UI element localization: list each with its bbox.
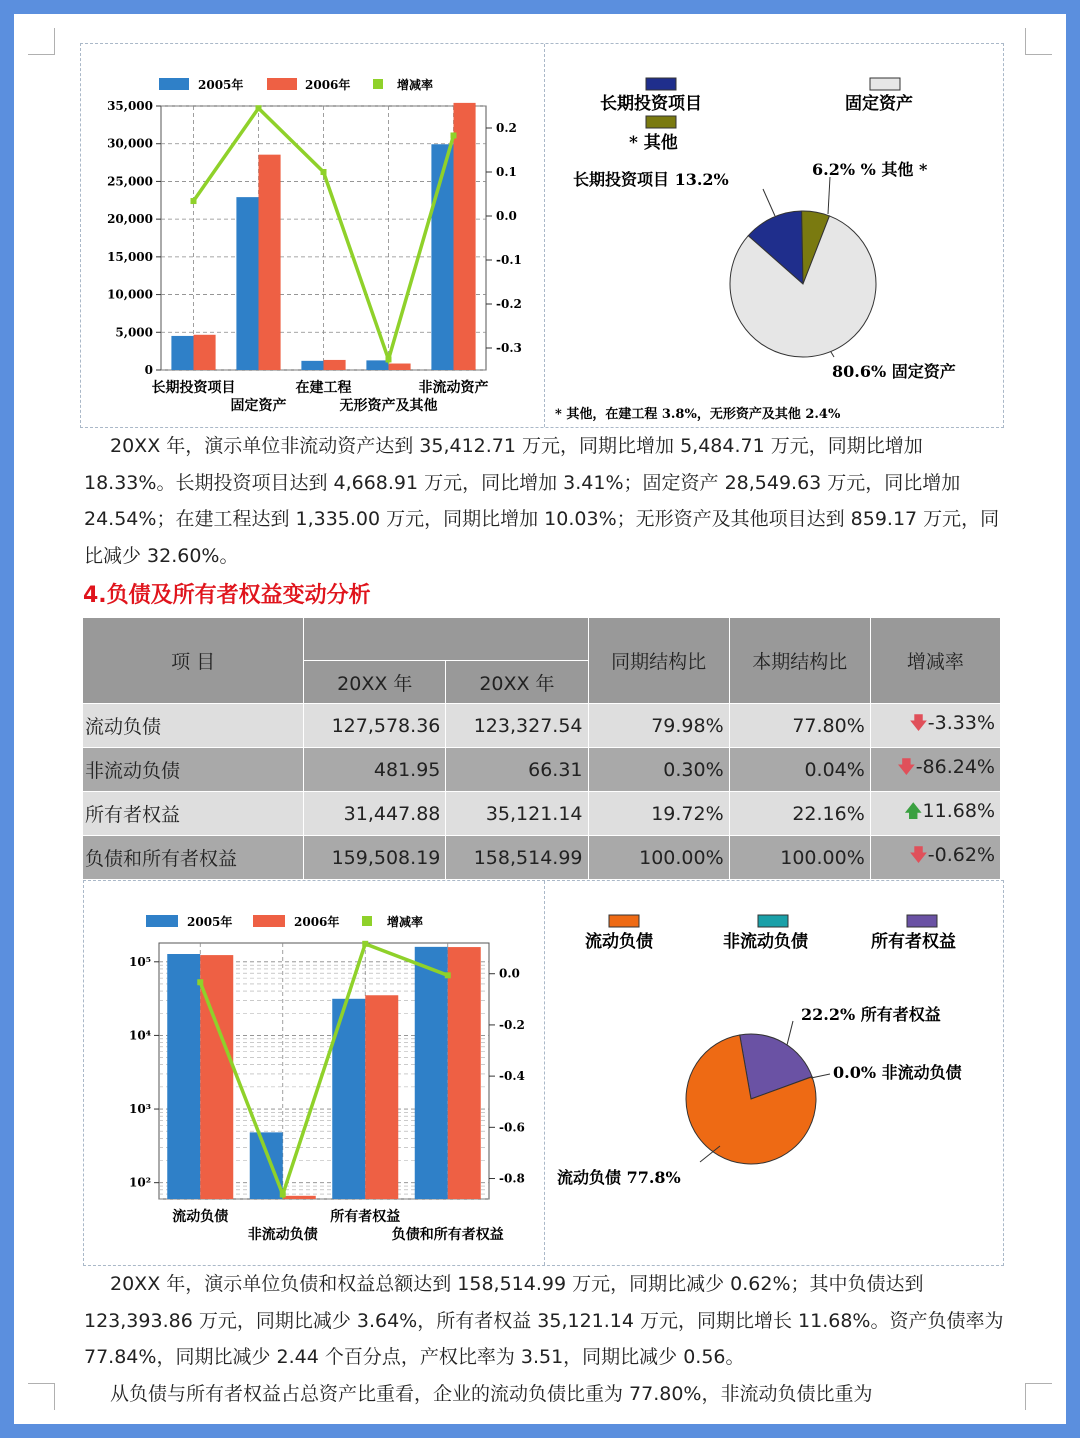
y-tick-label: 10,000 [107, 287, 153, 302]
row-y1: 159,508.19 [304, 836, 446, 880]
row-prev: 0.30% [588, 748, 729, 792]
bar [236, 197, 258, 370]
legend-label: 2005年 [187, 915, 233, 929]
slice-label: 6.2% % 其他 * [812, 160, 928, 179]
rate-marker [321, 169, 327, 175]
category-label: 长期投资项目 [151, 380, 236, 396]
y-tick-label: 5,000 [115, 325, 153, 340]
row-item: 流动负债 [83, 704, 304, 748]
slice-label: 0.0% 非流动负债 [833, 1063, 962, 1082]
row-change-value: -86.24% [915, 755, 995, 778]
category-label: 负债和所有者权益 [391, 1227, 504, 1243]
row-change-value: 11.68% [922, 799, 995, 822]
legend-swatch-2006 [267, 78, 297, 90]
bar [167, 954, 200, 1199]
row-item: 非流动负债 [83, 748, 304, 792]
paragraph-text: 20XX 年，演示单位非流动资产达到 35,412.71 万元，同期比增加 5,484.71 万元，同期比增加 18.33%。长期投资项目达到 4,668.91 万元，同比增加 3.41%；固定资产 28,549.63 万元，同比增加 24.54%；在建工程达到 1,335.00 万元，同期比增加 10.03%；无形资产及其他项目达到 859.17 万元，同比减少 32.60%。 [84, 435, 1000, 567]
header-year1: 20XX 年 [304, 661, 446, 704]
y2-tick-label: 0.0 [499, 966, 520, 981]
legend [146, 914, 423, 929]
y2-tick-label: 0.2 [496, 121, 517, 135]
document-page [14, 14, 1066, 1424]
bar [250, 1132, 283, 1199]
category-label: 在建工程 [295, 380, 352, 396]
y2-tick-label: -0.4 [499, 1069, 525, 1084]
pie-legend [600, 78, 913, 153]
category-label: 所有者权益 [330, 1209, 401, 1225]
bar [259, 155, 281, 370]
asset-pie-chart [545, 44, 1005, 427]
rate-marker [197, 979, 203, 985]
y2-tick-label: 0.0 [496, 209, 517, 223]
row-y2: 158,514.99 [446, 836, 588, 880]
rate-line [200, 944, 448, 1195]
header-change: 增减率 [870, 618, 1000, 704]
leader-line [787, 1021, 793, 1045]
bar [365, 995, 398, 1199]
table-row [83, 836, 1001, 880]
legend-label: 流动负债 [585, 932, 653, 952]
legend-swatch [870, 78, 900, 90]
legend-label: 2005年 [198, 78, 244, 92]
rate-marker [256, 105, 262, 111]
crop-mark [1025, 1383, 1052, 1410]
y-tick-label: 0 [144, 363, 153, 377]
header-prev-ratio: 同期结构比 [588, 618, 729, 704]
bar [283, 1196, 316, 1199]
crop-mark [1025, 28, 1052, 55]
paragraph-structure [84, 1376, 1004, 1413]
bar [448, 947, 481, 1199]
rate-marker [280, 1191, 286, 1197]
pie-legend [585, 915, 956, 952]
legend [159, 77, 433, 92]
row-cur: 77.80% [729, 704, 870, 748]
legend-label: * 其他 [629, 133, 678, 153]
bar [301, 361, 323, 370]
header-item: 项 目 [83, 618, 304, 704]
y-tick-label: 10⁵ [129, 954, 151, 969]
y-tick-label: 15,000 [107, 249, 153, 264]
liability-bar-chart [84, 881, 542, 1265]
row-y2: 35,121.14 [446, 792, 588, 836]
y-tick-label: 25,000 [107, 174, 153, 189]
asset-bar-chart [81, 44, 541, 427]
row-y1: 127,578.36 [304, 704, 446, 748]
category-label: 非流动负债 [247, 1227, 318, 1243]
asset-charts-panel [80, 43, 1004, 428]
y-tick-label: 10³ [129, 1102, 151, 1117]
y2-tick-label: -0.1 [496, 253, 522, 267]
bar [194, 335, 216, 370]
liabilities-equity-table [82, 617, 1001, 880]
y-tick-label: 10² [129, 1175, 151, 1190]
slice-label: 80.6% 固定资产 [832, 362, 956, 381]
row-y2: 123,327.54 [446, 704, 588, 748]
legend-label: 所有者权益 [871, 932, 956, 952]
leader-line [828, 177, 830, 214]
legend-swatch-2005 [146, 915, 178, 927]
row-y2: 66.31 [446, 748, 588, 792]
header-year2: 20XX 年 [446, 661, 588, 704]
category-label: 无形资产及其他 [339, 398, 438, 414]
legend-swatch [646, 116, 676, 128]
legend-swatch [646, 78, 676, 90]
rate-marker [362, 941, 368, 947]
header-year-group [304, 618, 588, 661]
bar [454, 103, 476, 370]
row-change [870, 748, 1000, 792]
bar [366, 360, 388, 370]
row-y1: 31,447.88 [304, 792, 446, 836]
category-label: 非流动资产 [418, 380, 489, 396]
header-cur-ratio: 本期结构比 [729, 618, 870, 704]
rate-marker [386, 356, 392, 362]
legend-swatch-rate [362, 916, 372, 926]
row-change [870, 792, 1000, 836]
table-row [83, 792, 1001, 836]
y-tick-label: 10⁴ [129, 1028, 151, 1043]
slice-label: 流动负债 77.8% [557, 1168, 681, 1187]
category-label: 固定资产 [230, 398, 287, 414]
pie-footnote: * 其他，在建工程 3.8%，无形资产及其他 2.4% [555, 407, 841, 422]
y2-tick-label: -0.6 [499, 1120, 525, 1135]
arrow-down-icon: 🡇 [909, 712, 928, 734]
row-item: 负债和所有者权益 [83, 836, 304, 880]
legend-label: 固定资产 [845, 94, 913, 114]
y-tick-label: 30,000 [107, 136, 153, 151]
bar [324, 360, 346, 370]
y2-tick-label: -0.8 [499, 1171, 525, 1186]
row-change-value: -0.62% [927, 843, 995, 866]
arrow-up-icon: 🡅 [904, 800, 923, 822]
row-cur: 22.16% [729, 792, 870, 836]
paragraph-text: 20XX 年，演示单位负债和权益总额达到 158,514.99 万元，同期比减少 0.62%；其中负债达到 123,393.86 万元，同期比减少 3.64%，所有者权益 35,121.14 万元，同期比增长 11.68%。资产负债率为 77.84%，同期比减少 2.44 个百分点，产权比率为 3.51，同期比减少 0.56。 [84, 1273, 1004, 1368]
legend-swatch [758, 915, 788, 927]
legend-label: 增减率 [387, 915, 424, 929]
leader-line [811, 1074, 830, 1078]
crop-mark [28, 28, 55, 55]
row-change [870, 704, 1000, 748]
y2-tick-label: -0.2 [496, 297, 522, 311]
legend-swatch-rate [373, 79, 383, 89]
paragraph-noncurrent-assets [84, 428, 1004, 574]
legend-swatch-2006 [253, 915, 285, 927]
paragraph-text: 从负债与所有者权益占总资产比重看，企业的流动负债比重为 77.80%，非流动负债比重为 [110, 1383, 873, 1405]
legend-label: 2006年 [294, 915, 340, 929]
row-change-value: -3.33% [927, 711, 995, 734]
y-tick-label: 35,000 [107, 99, 153, 113]
row-cur: 0.04% [729, 748, 870, 792]
y2-tick-label: -0.3 [496, 341, 522, 355]
row-prev: 100.00% [588, 836, 729, 880]
legend-label: 2006年 [305, 78, 351, 92]
liability-pie-chart [545, 881, 1003, 1265]
legend-swatch [609, 915, 639, 927]
table-row [83, 748, 1001, 792]
y2-tick-label: -0.2 [499, 1017, 525, 1032]
row-cur: 100.00% [729, 836, 870, 880]
y2-tick-label: 0.1 [496, 165, 517, 179]
bar [171, 336, 193, 370]
legend-swatch-2005 [159, 78, 189, 90]
slice-label: 长期投资项目 13.2% [573, 170, 729, 189]
slice-label: 22.2% 所有者权益 [801, 1005, 941, 1024]
row-prev: 79.98% [588, 704, 729, 748]
leader-line [763, 189, 775, 216]
bar [389, 364, 411, 370]
legend-label: 长期投资项目 [600, 94, 702, 114]
category-label: 流动负债 [172, 1209, 229, 1225]
arrow-down-icon: 🡇 [897, 756, 916, 778]
rate-marker [191, 198, 197, 204]
liability-charts-panel [83, 880, 1004, 1266]
row-y1: 481.95 [304, 748, 446, 792]
arrow-down-icon: 🡇 [909, 844, 928, 866]
crop-mark [28, 1383, 55, 1410]
row-prev: 19.72% [588, 792, 729, 836]
section-title: 4.负债及所有者权益变动分析 [83, 583, 371, 608]
legend-swatch [907, 915, 937, 927]
rate-marker [445, 972, 451, 978]
row-item: 所有者权益 [83, 792, 304, 836]
row-change [870, 836, 1000, 880]
y-tick-label: 20,000 [107, 212, 153, 227]
table-row [83, 704, 1001, 748]
legend-label: 增减率 [397, 78, 434, 92]
rate-marker [451, 132, 457, 138]
liabilities-table-wrapper [82, 617, 1001, 879]
legend-label: 非流动负债 [723, 932, 808, 952]
paragraph-liabilities [84, 1266, 1004, 1376]
bar [415, 947, 448, 1199]
